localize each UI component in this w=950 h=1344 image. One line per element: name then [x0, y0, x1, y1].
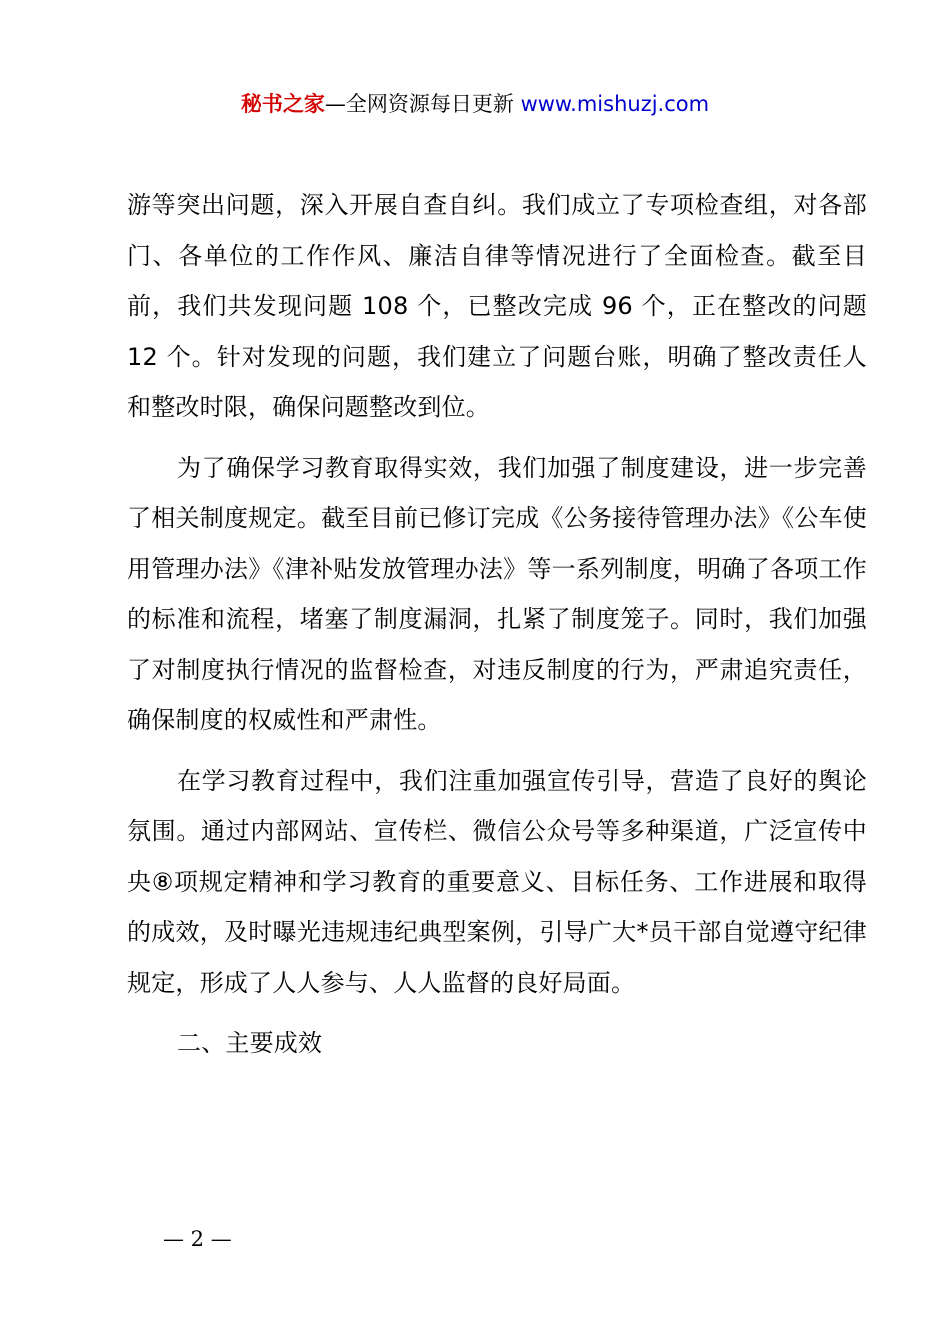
- page-header: [0, 88, 950, 120]
- site-url[interactable]: www.mishuzj.com: [520, 92, 710, 116]
- paragraph-continuation: 游等突出问题，深入开展自查自纠。我们成立了专项检查组，对各部门、各单位的工作作风、廉洁自律等情况进行了全面检查。截至目前，我们共发现问题 108 个，已整改完成 96 个，正在整改的问题 12 个。针对发现的问题，我们建立了问题台账，明确了整改责任人和整改时限，确保问题整改到位。: [127, 191, 867, 421]
- paragraph-system-building: 为了确保学习教育取得实效，我们加强了制度建设，进一步完善了相关制度规定。截至目前已修订完成《公务接待管理办法》《公车使用管理办法》《津补贴发放管理办法》等一系列制度，明确了各项工作的标准和流程，堵塞了制度漏洞，扎紧了制度笼子。同时，我们加强了对制度执行情况的监督检查，对违反制度的行为，严肃追究责任，确保制度的权威性和严肃性。: [127, 453, 867, 734]
- paragraph-publicity: 在学习教育过程中，我们注重加强宣传引导，营造了良好的舆论氛围。通过内部网站、宣传栏、微信公众号等多种渠道，广泛宣传中央⑧项规定精神和学习教育的重要意义、目标任务、工作进展和取得的成效，及时曝光违规违纪典型案例，引导广大*员干部自觉遵守纪律规定，形成了人人参与、人人监督的良好局面。: [127, 766, 867, 997]
- section-heading: 二、主要成效: [177, 1029, 323, 1057]
- document-body: [127, 180, 867, 1069]
- site-brand: 秘书之家: [240, 92, 325, 116]
- page-number: — 2 —: [163, 1227, 232, 1251]
- site-tagline: —全网资源每日更新: [324, 92, 521, 116]
